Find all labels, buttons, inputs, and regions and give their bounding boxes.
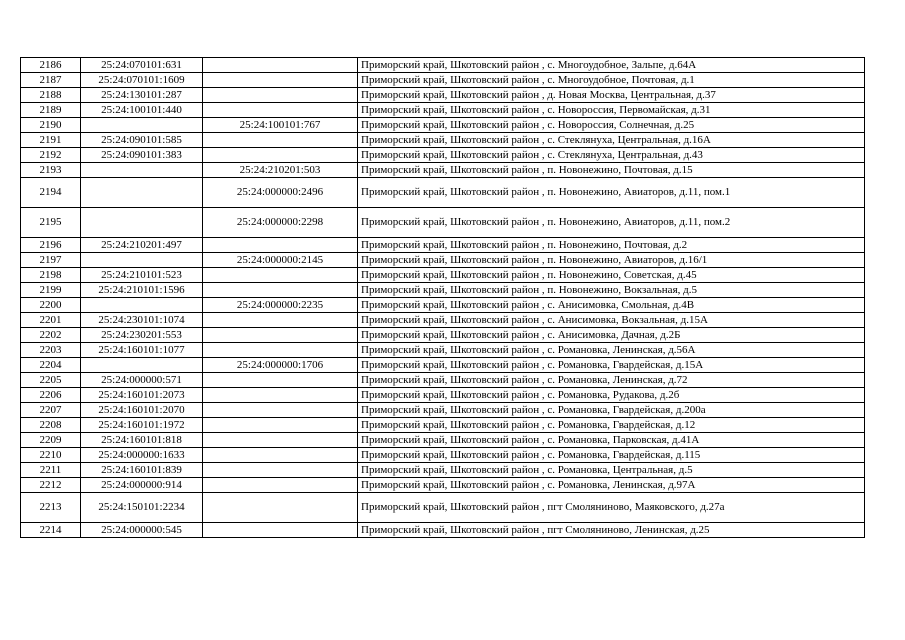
cadastral-number-alt-cell bbox=[203, 58, 358, 73]
cadastral-number-alt-cell bbox=[203, 523, 358, 538]
cadastral-number-alt-cell bbox=[203, 463, 358, 478]
table-row bbox=[21, 373, 865, 388]
table-row bbox=[21, 523, 865, 538]
cadastral-number-cell: 25:24:070101:1609 bbox=[81, 73, 203, 88]
table-row bbox=[21, 493, 865, 523]
table-row bbox=[21, 313, 865, 328]
row-number-cell: 2206 bbox=[21, 388, 81, 403]
property-table bbox=[20, 57, 865, 538]
cadastral-number-cell: 25:24:160101:2070 bbox=[81, 403, 203, 418]
table-row bbox=[21, 133, 865, 148]
cadastral-number-cell: 25:24:000000:1633 bbox=[81, 448, 203, 463]
address-cell: Приморский край, Шкотовский район , п. Новонежино, Почтовая, д.2 bbox=[358, 238, 865, 253]
cadastral-number-alt-cell bbox=[203, 388, 358, 403]
table-row bbox=[21, 328, 865, 343]
row-number-cell: 2199 bbox=[21, 283, 81, 298]
address-cell: Приморский край, Шкотовский район , пгт Смоляниново, Ленинская, д.25 bbox=[358, 523, 865, 538]
cadastral-number-alt-cell bbox=[203, 133, 358, 148]
cadastral-number-alt-cell bbox=[203, 238, 358, 253]
address-cell: Приморский край, Шкотовский район , с. Романовка, Парковская, д.41А bbox=[358, 433, 865, 448]
cadastral-number-cell: 25:24:160101:839 bbox=[81, 463, 203, 478]
row-number-cell: 2191 bbox=[21, 133, 81, 148]
cadastral-number-alt-cell: 25:24:000000:2235 bbox=[203, 298, 358, 313]
address-cell: Приморский край, Шкотовский район , п. Новонежино, Почтовая, д.15 bbox=[358, 163, 865, 178]
cadastral-number-alt-cell bbox=[203, 403, 358, 418]
address-cell: Приморский край, Шкотовский район , п. Новонежино, Авиаторов, д.16/1 bbox=[358, 253, 865, 268]
cadastral-number-cell bbox=[81, 208, 203, 238]
cadastral-number-cell: 25:24:230101:1074 bbox=[81, 313, 203, 328]
cadastral-number-cell: 25:24:090101:585 bbox=[81, 133, 203, 148]
table-row bbox=[21, 58, 865, 73]
cadastral-number-cell bbox=[81, 253, 203, 268]
cadastral-number-alt-cell: 25:24:100101:767 bbox=[203, 118, 358, 133]
row-number-cell: 2187 bbox=[21, 73, 81, 88]
table-row bbox=[21, 388, 865, 403]
row-number-cell: 2198 bbox=[21, 268, 81, 283]
address-cell: Приморский край, Шкотовский район , с. Романовка, Гвардейская, д.15А bbox=[358, 358, 865, 373]
row-number-cell: 2186 bbox=[21, 58, 81, 73]
cadastral-number-alt-cell bbox=[203, 268, 358, 283]
table-row bbox=[21, 298, 865, 313]
table-row bbox=[21, 88, 865, 103]
row-number-cell: 2189 bbox=[21, 103, 81, 118]
table-row bbox=[21, 253, 865, 268]
row-number-cell: 2202 bbox=[21, 328, 81, 343]
cadastral-number-alt-cell bbox=[203, 373, 358, 388]
cadastral-number-cell: 25:24:000000:571 bbox=[81, 373, 203, 388]
table-row bbox=[21, 163, 865, 178]
table-row bbox=[21, 208, 865, 238]
row-number-cell: 2197 bbox=[21, 253, 81, 268]
table-row bbox=[21, 358, 865, 373]
row-number-cell: 2211 bbox=[21, 463, 81, 478]
cadastral-number-cell bbox=[81, 358, 203, 373]
row-number-cell: 2196 bbox=[21, 238, 81, 253]
address-cell: Приморский край, Шкотовский район , п. Новонежино, Авиаторов, д.11, пом.1 bbox=[358, 178, 865, 208]
row-number-cell: 2214 bbox=[21, 523, 81, 538]
row-number-cell: 2213 bbox=[21, 493, 81, 523]
table-row bbox=[21, 118, 865, 133]
address-cell: Приморский край, Шкотовский район , с. Романовка, Центральная, д.5 bbox=[358, 463, 865, 478]
cadastral-number-cell bbox=[81, 118, 203, 133]
cadastral-number-alt-cell bbox=[203, 328, 358, 343]
cadastral-number-cell: 25:24:160101:818 bbox=[81, 433, 203, 448]
cadastral-number-cell: 25:24:160101:1077 bbox=[81, 343, 203, 358]
cadastral-number-alt-cell bbox=[203, 103, 358, 118]
row-number-cell: 2210 bbox=[21, 448, 81, 463]
cadastral-number-alt-cell: 25:24:000000:1706 bbox=[203, 358, 358, 373]
cadastral-number-alt-cell bbox=[203, 313, 358, 328]
address-cell: Приморский край, Шкотовский район , пгт Смоляниново, Маяковского, д.27а bbox=[358, 493, 865, 523]
table-row bbox=[21, 343, 865, 358]
row-number-cell: 2207 bbox=[21, 403, 81, 418]
cadastral-number-alt-cell bbox=[203, 433, 358, 448]
cadastral-number-cell bbox=[81, 163, 203, 178]
cadastral-number-cell bbox=[81, 178, 203, 208]
cadastral-number-alt-cell bbox=[203, 73, 358, 88]
table-row bbox=[21, 403, 865, 418]
table-row bbox=[21, 268, 865, 283]
address-cell: Приморский край, Шкотовский район , с. Романовка, Гвардейская, д.12 bbox=[358, 418, 865, 433]
row-number-cell: 2212 bbox=[21, 478, 81, 493]
row-number-cell: 2200 bbox=[21, 298, 81, 313]
address-cell: Приморский край, Шкотовский район , п. Новонежино, Вокзальная, д.5 bbox=[358, 283, 865, 298]
row-number-cell: 2208 bbox=[21, 418, 81, 433]
address-cell: Приморский край, Шкотовский район , с. Романовка, Ленинская, д.97А bbox=[358, 478, 865, 493]
cadastral-number-cell: 25:24:230201:553 bbox=[81, 328, 203, 343]
table-row bbox=[21, 73, 865, 88]
cadastral-number-cell: 25:24:210101:523 bbox=[81, 268, 203, 283]
address-cell: Приморский край, Шкотовский район , с. Стеклянуха, Центральная, д.16А bbox=[358, 133, 865, 148]
row-number-cell: 2193 bbox=[21, 163, 81, 178]
property-table-body bbox=[21, 58, 865, 538]
address-cell: Приморский край, Шкотовский район , с. Многоудобное, Зальпе, д.64А bbox=[358, 58, 865, 73]
address-cell: Приморский край, Шкотовский район , д. Новая Москва, Центральная, д.37 bbox=[358, 88, 865, 103]
cadastral-number-cell: 25:24:160101:1972 bbox=[81, 418, 203, 433]
cadastral-number-cell bbox=[81, 298, 203, 313]
cadastral-number-alt-cell: 25:24:000000:2145 bbox=[203, 253, 358, 268]
row-number-cell: 2205 bbox=[21, 373, 81, 388]
cadastral-number-cell: 25:24:210101:1596 bbox=[81, 283, 203, 298]
row-number-cell: 2209 bbox=[21, 433, 81, 448]
row-number-cell: 2188 bbox=[21, 88, 81, 103]
cadastral-number-cell: 25:24:000000:914 bbox=[81, 478, 203, 493]
address-cell: Приморский край, Шкотовский район , с. Романовка, Гвардейская, д.200а bbox=[358, 403, 865, 418]
address-cell: Приморский край, Шкотовский район , с. Романовка, Ленинская, д.72 bbox=[358, 373, 865, 388]
cadastral-number-cell: 25:24:150101:2234 bbox=[81, 493, 203, 523]
row-number-cell: 2192 bbox=[21, 148, 81, 163]
address-cell: Приморский край, Шкотовский район , с. Новороссия, Солнечная, д.25 bbox=[358, 118, 865, 133]
cadastral-number-alt-cell bbox=[203, 418, 358, 433]
table-row bbox=[21, 418, 865, 433]
table-row bbox=[21, 448, 865, 463]
address-cell: Приморский край, Шкотовский район , с. Анисимовка, Вокзальная, д.15А bbox=[358, 313, 865, 328]
cadastral-number-cell: 25:24:090101:383 bbox=[81, 148, 203, 163]
address-cell: Приморский край, Шкотовский район , с. Анисимовка, Смольная, д.4В bbox=[358, 298, 865, 313]
table-row bbox=[21, 178, 865, 208]
address-cell: Приморский край, Шкотовский район , п. Новонежино, Советская, д.45 bbox=[358, 268, 865, 283]
row-number-cell: 2204 bbox=[21, 358, 81, 373]
cadastral-number-alt-cell bbox=[203, 478, 358, 493]
address-cell: Приморский край, Шкотовский район , с. Анисимовка, Дачная, д.2Б bbox=[358, 328, 865, 343]
cadastral-number-cell: 25:24:130101:287 bbox=[81, 88, 203, 103]
row-number-cell: 2203 bbox=[21, 343, 81, 358]
cadastral-number-cell: 25:24:160101:2073 bbox=[81, 388, 203, 403]
address-cell: Приморский край, Шкотовский район , с. Романовка, Рудакова, д.2б bbox=[358, 388, 865, 403]
row-number-cell: 2190 bbox=[21, 118, 81, 133]
table-row bbox=[21, 103, 865, 118]
table-row bbox=[21, 433, 865, 448]
table-row bbox=[21, 238, 865, 253]
cadastral-number-alt-cell bbox=[203, 88, 358, 103]
cadastral-number-alt-cell bbox=[203, 148, 358, 163]
cadastral-number-cell: 25:24:100101:440 bbox=[81, 103, 203, 118]
row-number-cell: 2195 bbox=[21, 208, 81, 238]
address-cell: Приморский край, Шкотовский район , с. Романовка, Ленинская, д.56А bbox=[358, 343, 865, 358]
cadastral-number-alt-cell bbox=[203, 493, 358, 523]
row-number-cell: 2201 bbox=[21, 313, 81, 328]
table-row bbox=[21, 283, 865, 298]
table-row bbox=[21, 478, 865, 493]
cadastral-number-alt-cell bbox=[203, 343, 358, 358]
table-row bbox=[21, 148, 865, 163]
cadastral-number-cell: 25:24:210201:497 bbox=[81, 238, 203, 253]
address-cell: Приморский край, Шкотовский район , с. Новороссия, Первомайская, д.31 bbox=[358, 103, 865, 118]
cadastral-number-alt-cell: 25:24:000000:2496 bbox=[203, 178, 358, 208]
table-row bbox=[21, 463, 865, 478]
cadastral-number-alt-cell: 25:24:000000:2298 bbox=[203, 208, 358, 238]
cadastral-number-alt-cell: 25:24:210201:503 bbox=[203, 163, 358, 178]
cadastral-number-alt-cell bbox=[203, 448, 358, 463]
address-cell: Приморский край, Шкотовский район , с. Многоудобное, Почтовая, д.1 bbox=[358, 73, 865, 88]
cadastral-number-cell: 25:24:000000:545 bbox=[81, 523, 203, 538]
cadastral-number-cell: 25:24:070101:631 bbox=[81, 58, 203, 73]
cadastral-number-alt-cell bbox=[203, 283, 358, 298]
address-cell: Приморский край, Шкотовский район , с. Романовка, Гвардейская, д.115 bbox=[358, 448, 865, 463]
address-cell: Приморский край, Шкотовский район , с. Стеклянуха, Центральная, д.43 bbox=[358, 148, 865, 163]
address-cell: Приморский край, Шкотовский район , п. Новонежино, Авиаторов, д.11, пом.2 bbox=[358, 208, 865, 238]
row-number-cell: 2194 bbox=[21, 178, 81, 208]
